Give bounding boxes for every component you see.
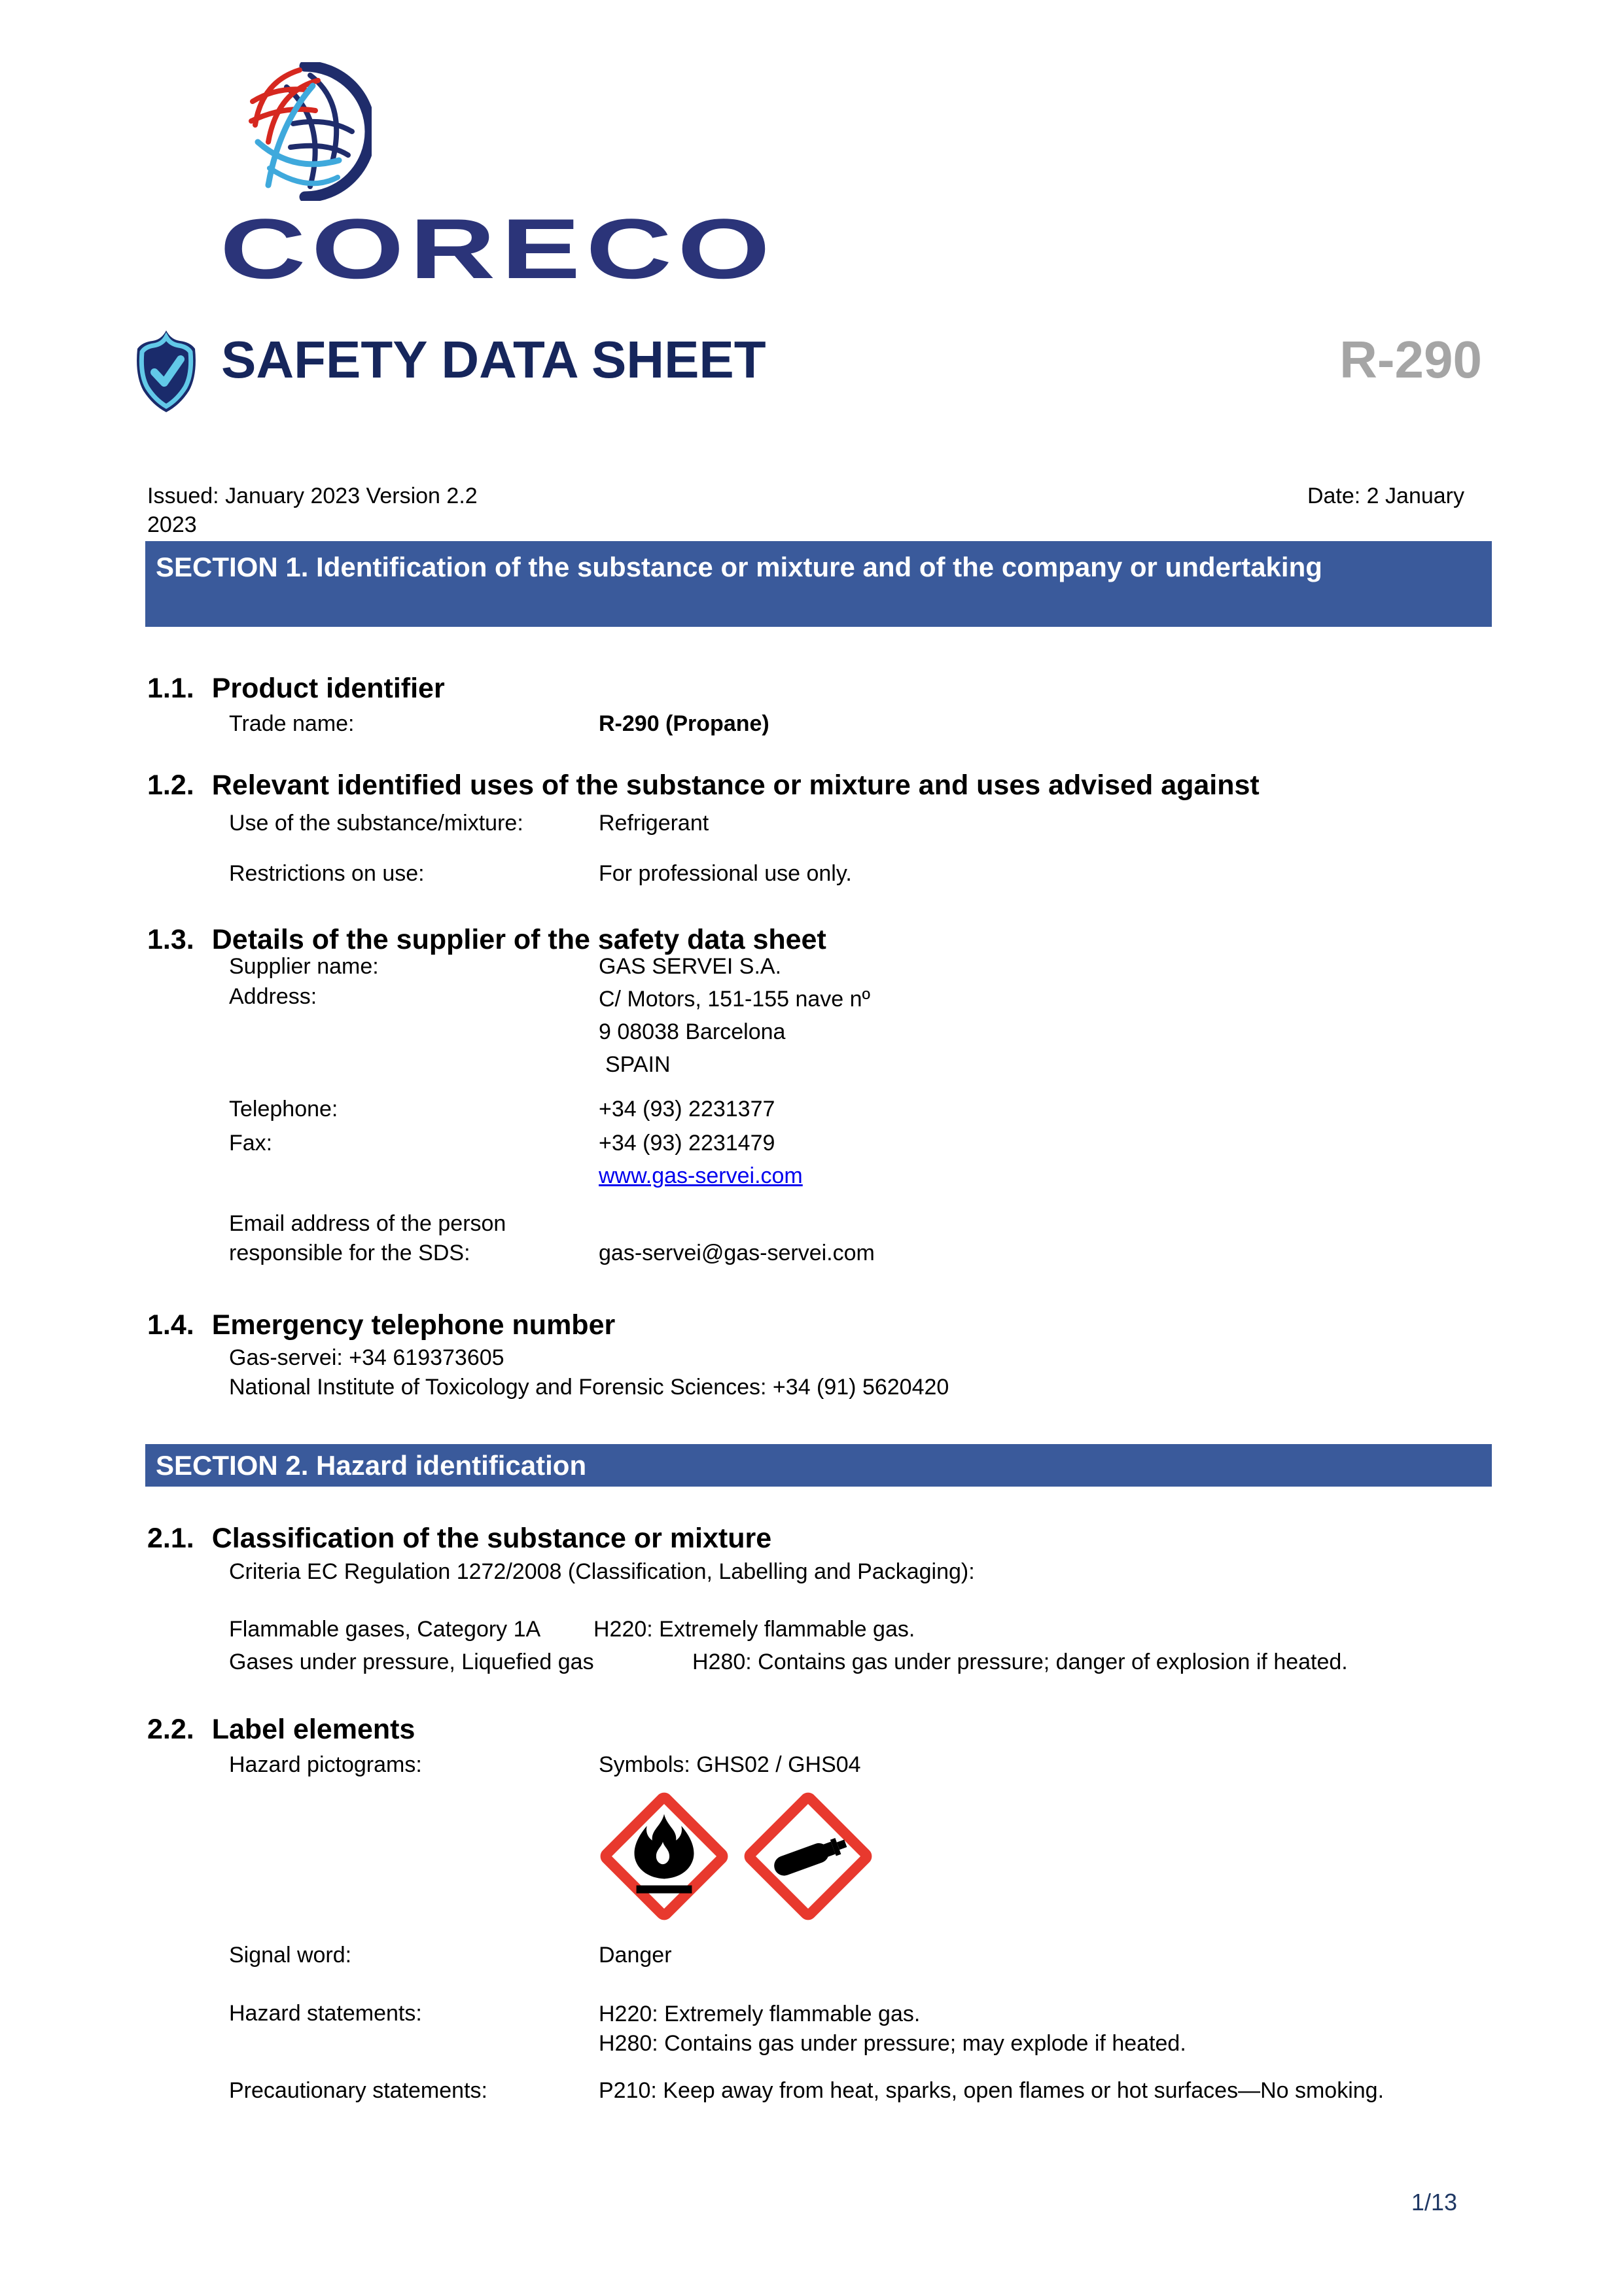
telephone-value: +34 (93) 2231377 bbox=[599, 1097, 775, 1122]
hazard-statements-label: Hazard statements: bbox=[229, 2001, 422, 2026]
shield-check-icon bbox=[132, 329, 202, 414]
heading-1-2 bbox=[147, 769, 1260, 802]
heading-1-1-number: 1.1. bbox=[147, 673, 194, 704]
hazard-statement-1: H220: Extremely flammable gas. bbox=[599, 2002, 921, 2026]
address-line-1: C/ Motors, 151-155 nave nº bbox=[599, 987, 870, 1012]
telephone-row bbox=[229, 1095, 775, 1123]
date-line-wrap: 2023 bbox=[147, 512, 197, 537]
flame-ghs02-icon bbox=[598, 1790, 730, 1922]
classification-category-2: Gases under pressure, Liquefied gas bbox=[229, 1650, 594, 1674]
fax-label: Fax: bbox=[229, 1131, 273, 1156]
use-label: Use of the substance/mixture: bbox=[229, 811, 523, 836]
trade-name-value: R-290 (Propane) bbox=[599, 711, 769, 736]
heading-2-1-title: Classification of the substance or mixture bbox=[211, 1523, 772, 1554]
heading-2-1-number: 2.1. bbox=[147, 1523, 194, 1554]
emergency-line-2: National Institute of Toxicology and Forensic Sciences: +34 (91) 5620420 bbox=[229, 1375, 949, 1400]
signal-word-label: Signal word: bbox=[229, 1943, 352, 1968]
precautionary-row bbox=[229, 2077, 1384, 2105]
supplier-label: Supplier name: bbox=[229, 954, 379, 979]
restrictions-value: For professional use only. bbox=[599, 861, 852, 886]
address-row bbox=[229, 983, 870, 1081]
pictograms-label: Hazard pictograms: bbox=[229, 1752, 422, 1777]
restrictions-row bbox=[229, 860, 852, 888]
signal-word-value: Danger bbox=[599, 1943, 672, 1968]
use-row bbox=[229, 809, 709, 838]
date-line: Date: 2 January bbox=[1307, 484, 1464, 508]
precautionary-value: P210: Keep away from heat, sparks, open flames or hot surfaces—No smoking. bbox=[599, 2078, 1385, 2103]
precautionary-label: Precautionary statements: bbox=[229, 2078, 487, 2103]
heading-2-2-title: Label elements bbox=[211, 1714, 415, 1745]
pictograms-value: Symbols: GHS02 / GHS04 bbox=[599, 1752, 861, 1777]
classification-row-2 bbox=[229, 1648, 1348, 1676]
address-line-2: 9 08038 Barcelona bbox=[599, 1019, 786, 1044]
fax-row bbox=[229, 1129, 775, 1157]
address-value bbox=[599, 983, 870, 1081]
heading-1-4-title: Emergency telephone number bbox=[211, 1309, 616, 1341]
section2-banner: SECTION 2. Hazard identification bbox=[145, 1444, 1492, 1487]
globe-logo-icon bbox=[247, 62, 372, 201]
trade-name-label: Trade name: bbox=[229, 711, 355, 736]
heading-1-1-title: Product identifier bbox=[211, 673, 445, 704]
hazard-statements-value bbox=[599, 2000, 1186, 2058]
heading-1-3 bbox=[147, 924, 826, 956]
classification-statement-2: H280: Contains gas under pressure; danger of explosion if heated. bbox=[692, 1650, 1348, 1674]
heading-1-2-title: Relevant identified uses of the substance or mixture and uses advised against bbox=[211, 769, 1260, 801]
heading-2-2 bbox=[147, 1714, 415, 1746]
emergency-line-1: Gas-servei: +34 619373605 bbox=[229, 1345, 504, 1370]
heading-1-3-title: Details of the supplier of the safety data sheet bbox=[211, 924, 826, 955]
gas-cylinder-ghs04-icon bbox=[742, 1790, 874, 1922]
product-code: R-290 bbox=[1339, 330, 1482, 389]
heading-1-4-number: 1.4. bbox=[147, 1309, 194, 1341]
hazard-statements-row bbox=[229, 2000, 1186, 2058]
email-label bbox=[229, 1209, 599, 1268]
signal-word-row bbox=[229, 1941, 672, 1969]
supplier-row bbox=[229, 953, 781, 981]
brand-name: CORECO bbox=[220, 201, 776, 296]
supplier-value: GAS SERVEI S.A. bbox=[599, 954, 782, 979]
hazard-statement-2: H280: Contains gas under pressure; may explode if heated. bbox=[599, 2031, 1186, 2056]
heading-2-2-number: 2.2. bbox=[147, 1714, 194, 1745]
heading-2-1 bbox=[147, 1523, 771, 1555]
page-number: 1/13 bbox=[1411, 2189, 1457, 2216]
telephone-label: Telephone: bbox=[229, 1097, 338, 1122]
address-line-3: SPAIN bbox=[605, 1052, 671, 1077]
use-value: Refrigerant bbox=[599, 811, 709, 836]
pictograms-row bbox=[229, 1751, 861, 1779]
section1-banner: SECTION 1. Identification of the substance or mixture and of the company or undertaking bbox=[145, 541, 1492, 627]
website-link[interactable]: www.gas-servei.com bbox=[599, 1163, 803, 1188]
heading-1-4 bbox=[147, 1309, 615, 1341]
email-label-line-2: responsible for the SDS: bbox=[229, 1241, 470, 1265]
email-label-line-1: Email address of the person bbox=[229, 1211, 506, 1236]
email-value: gas-servei@gas-servei.com bbox=[599, 1241, 875, 1265]
email-row bbox=[229, 1209, 875, 1268]
heading-1-1 bbox=[147, 673, 445, 705]
restrictions-label: Restrictions on use: bbox=[229, 861, 425, 886]
issued-line: Issued: January 2023 Version 2.2 bbox=[147, 484, 478, 508]
address-label: Address: bbox=[229, 984, 317, 1009]
classification-row-1 bbox=[229, 1616, 915, 1644]
heading-1-2-number: 1.2. bbox=[147, 769, 194, 801]
heading-1-3-number: 1.3. bbox=[147, 924, 194, 955]
website-row bbox=[599, 1162, 803, 1190]
fax-value: +34 (93) 2231479 bbox=[599, 1131, 775, 1156]
ghs-pictograms bbox=[598, 1790, 874, 1922]
classification-statement-1: H220: Extremely flammable gas. bbox=[593, 1617, 915, 1642]
page-title: SAFETY DATA SHEET bbox=[221, 330, 766, 389]
trade-name-row bbox=[229, 710, 769, 738]
criteria-line: Criteria EC Regulation 1272/2008 (Classification, Labelling and Packaging): bbox=[229, 1559, 975, 1584]
classification-category-1: Flammable gases, Category 1A bbox=[229, 1617, 541, 1642]
